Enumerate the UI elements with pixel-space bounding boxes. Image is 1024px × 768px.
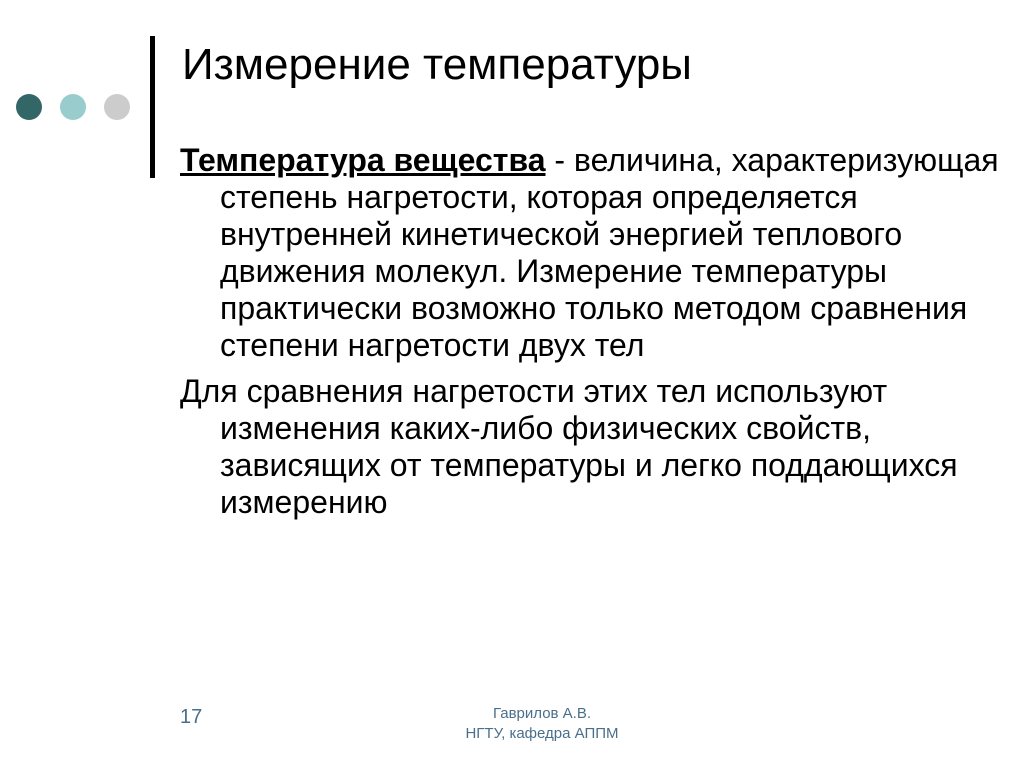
- paragraph-definition: [180, 142, 1000, 364]
- page-number: 17: [180, 706, 203, 728]
- paragraph-comparison: [180, 373, 1000, 521]
- footer-affiliation: НГТУ, кафедра АППМ: [465, 725, 619, 742]
- footer-author: Гаврилов А.В.: [492, 705, 592, 722]
- decor-dot-dark: [16, 94, 42, 120]
- definition-text: - величина, характеризующая степень нагретости, которая определяется внутренней кинетической энергией теплового движения молекул. Измерение температуры практически возможно только методом сравнения степени нагретости двух тел: [220, 142, 999, 363]
- decor-dot-gray: [104, 94, 130, 120]
- term-temperature: Температура вещества: [180, 142, 546, 178]
- slide-body: [180, 142, 1000, 521]
- comparison-text: Для сравнения нагретости этих тел используют изменения каких-либо физических свойств, зависящих от температуры и легко поддающихся измерению: [180, 373, 958, 520]
- title-divider-bar: [150, 36, 155, 178]
- decor-dot-light: [60, 94, 86, 120]
- footer: [412, 704, 672, 744]
- slide-title: Измерение температуры: [182, 40, 692, 89]
